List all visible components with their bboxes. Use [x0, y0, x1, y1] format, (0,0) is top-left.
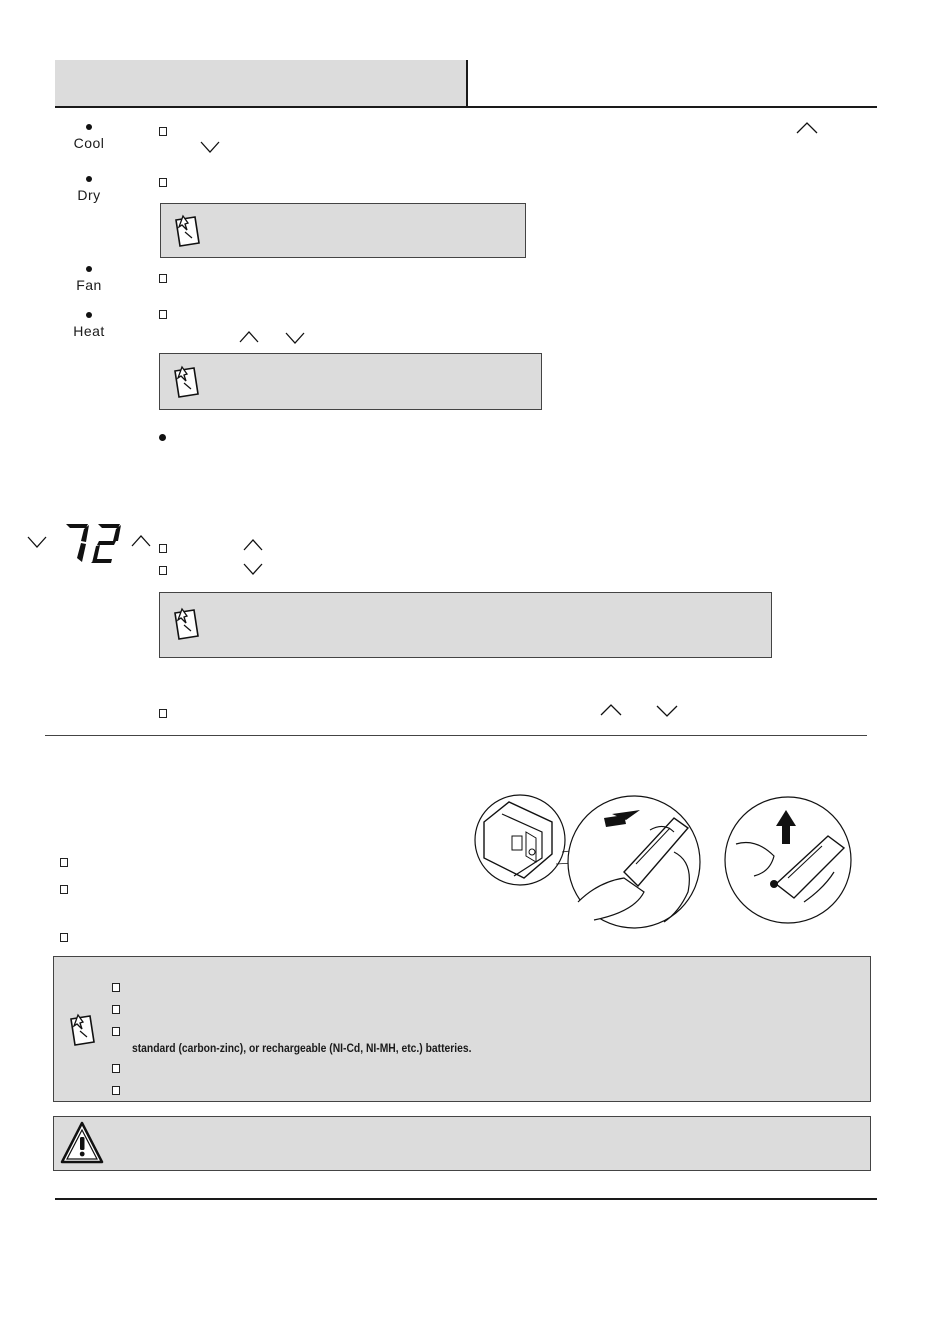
warning-triangle-icon — [60, 1121, 104, 1165]
down-arrow-icon — [199, 140, 221, 154]
header-rule — [55, 106, 877, 108]
note-box — [160, 203, 526, 258]
down-arrow-icon — [655, 704, 679, 718]
down-arrow-icon — [284, 331, 306, 345]
mode-label: Heat — [73, 323, 105, 339]
header-divider — [466, 60, 468, 108]
checkbox-icon — [112, 1064, 120, 1073]
checkbox-icon — [60, 933, 68, 942]
checkbox-icon — [112, 983, 120, 992]
temperature-value — [62, 521, 63, 522]
checkbox-icon — [112, 1086, 120, 1095]
note-pin-icon — [66, 1011, 98, 1049]
up-arrow-icon — [599, 703, 623, 717]
note-pin-icon — [170, 363, 202, 401]
mode-heat — [54, 312, 124, 339]
up-arrow-icon — [130, 534, 152, 548]
bullet-icon — [159, 434, 166, 441]
checkbox-icon — [159, 274, 167, 283]
checkbox-icon — [159, 709, 167, 718]
battery-cover-illustration — [474, 792, 874, 937]
mode-label: Dry — [77, 187, 101, 203]
temperature-segment-display — [62, 521, 128, 565]
mode-label: Cool — [73, 135, 105, 151]
checkbox-icon — [159, 544, 167, 553]
note-text-panel — [212, 593, 771, 657]
bullet-icon — [86, 266, 92, 272]
bullet-icon — [86, 312, 92, 318]
up-arrow-icon — [242, 538, 264, 552]
up-arrow-icon — [238, 330, 260, 344]
checkbox-icon — [112, 1005, 120, 1014]
checkbox-icon — [60, 885, 68, 894]
battery-note-box — [53, 956, 871, 1102]
note-pin-icon — [170, 605, 202, 643]
warning-box — [53, 1116, 871, 1171]
bullet-icon — [86, 124, 92, 130]
up-arrow-icon — [795, 121, 819, 135]
checkbox-icon — [60, 858, 68, 867]
note-pin-icon — [171, 212, 203, 250]
checkbox-icon — [159, 566, 167, 575]
header-title-box — [55, 60, 466, 106]
down-arrow-icon — [242, 562, 264, 576]
mode-cool — [54, 124, 124, 151]
checkbox-icon — [159, 310, 167, 319]
footer-rule — [55, 1198, 877, 1200]
mode-label: Fan — [76, 277, 102, 293]
section-divider — [45, 735, 867, 736]
checkbox-icon — [112, 1027, 120, 1036]
note-box — [159, 353, 542, 410]
down-arrow-icon — [26, 535, 48, 549]
mode-dry — [54, 176, 124, 203]
battery-illustration — [474, 792, 874, 937]
mode-fan — [54, 266, 124, 293]
bullet-icon — [86, 176, 92, 182]
note-box — [159, 592, 772, 658]
battery-note-text: standard (carbon-zinc), or rechargeable (NI-Cd, NI-MH, etc.) batteries. — [132, 1041, 472, 1055]
checkbox-icon — [159, 178, 167, 187]
checkbox-icon — [159, 127, 167, 136]
